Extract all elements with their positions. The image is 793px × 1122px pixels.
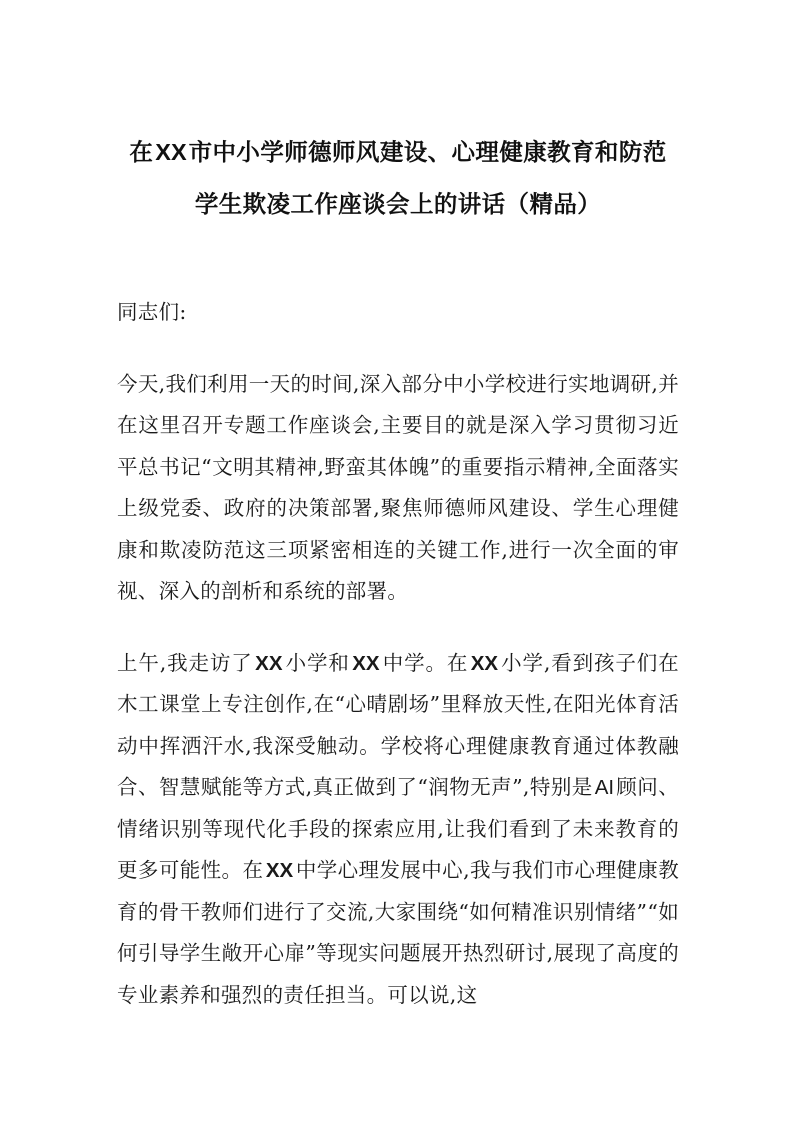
paragraph-2: [117, 613, 679, 1017]
title-placeholder-city: XX: [155, 139, 187, 165]
school-placeholder-3: XX: [470, 651, 499, 675]
paragraph-2-segment-5: 顾问、情绪识别等现代化手段的探索应用,让我们看到了未来教育的更多可能性。在: [117, 775, 679, 882]
title-line-2: 学生欺凌工作座谈会上的讲话（精品）: [194, 190, 602, 218]
ai-term: AI: [594, 776, 615, 799]
school-placeholder-2: XX: [352, 651, 380, 675]
school-placeholder-1: XX: [255, 651, 283, 675]
paragraph-2-segment-1: 上午,我走访了: [117, 650, 253, 675]
paragraph-2-segment-6: 中学心理发展中心,我与我们市心理健康教育的骨干教师们进行了交流,大家围绕“如何精准识别情绪”“如何引导学生敞开心扉”等现实问题展开热烈研讨,展现了高度的专业素养和强烈的责任担当。可以说,这: [117, 858, 679, 1007]
title-line-1-prefix: 在: [129, 138, 154, 166]
page-title: [117, 0, 679, 230]
school-placeholder-4: XX: [265, 859, 294, 882]
paragraph-2-segment-3: 中学。在: [382, 650, 469, 675]
title-line-1-suffix: 市中小学师德师风建设、心理健康教育和防范: [188, 138, 667, 166]
document-content: [117, 0, 679, 1016]
paragraph-2-segment-4: 小学,看到孩子们在木工课堂上专注创作,在“心晴剧场”里释放天性,在阳光体育活动中挥洒汗水,我深受触动。学校将心理健康教育通过体教融合、智慧赋能等方式,真正做到了“润物无声”,特别是: [117, 650, 679, 799]
paragraph-1: 今天,我们利用一天的时间,深入部分中小学校进行实地调研,并在这里召开专题工作座谈会,主要目的就是深入学习贯彻习近平总书记“文明其精神,野蛮其体魄”的重要指示精神,全面落实上级党委、政府的决策部署,聚焦师德师风建设、学生心理健康和欺凌防范这三项紧密相连的关键工作,进行一次全面的审视、深入的剖析和系统的部署。: [117, 371, 679, 603]
salutation: 同志们:: [117, 300, 187, 324]
paragraph-2-segment-2: 小学和: [285, 650, 350, 675]
